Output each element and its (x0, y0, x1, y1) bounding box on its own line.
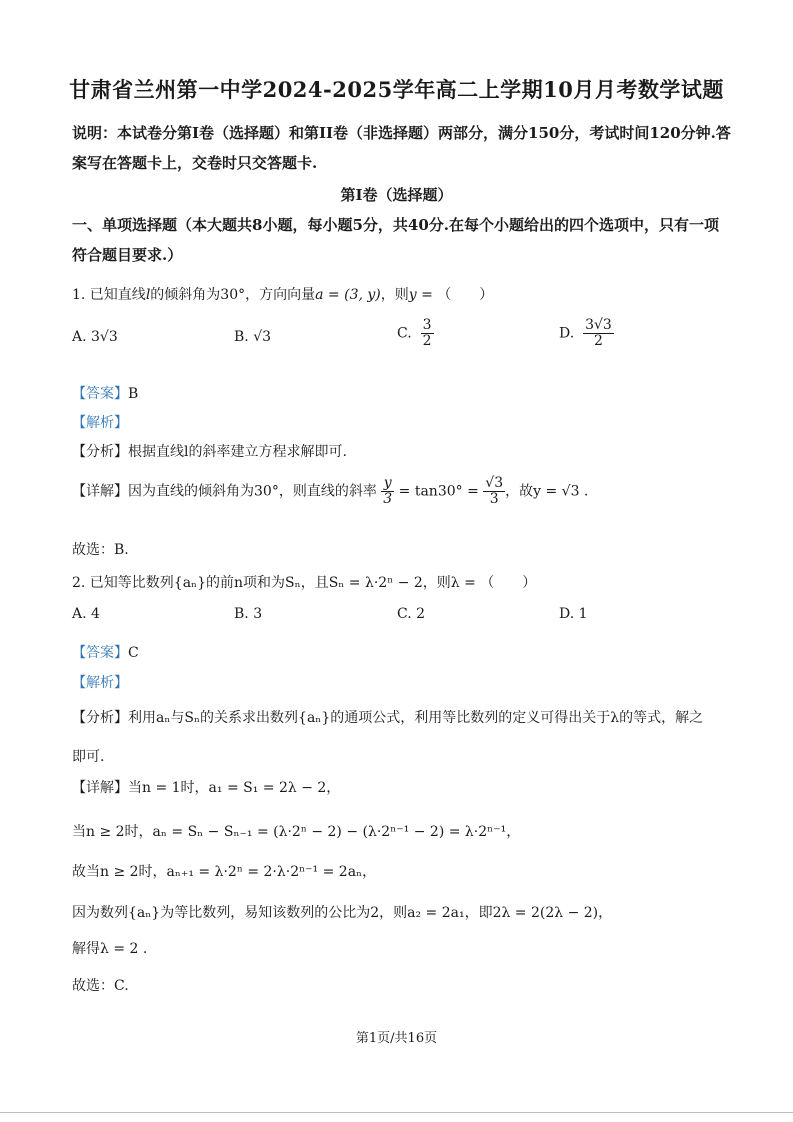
fraction: $\frac{3√3}{2}$ (585, 317, 612, 349)
question-1-fenxi: 【分析】根据直线l的斜率建立方程求解即可. (72, 444, 347, 460)
fraction: $\frac{√3}{3}$ (485, 475, 504, 507)
divider (0, 1112, 793, 1113)
question-1-option-d: D. $\frac{3√3}{2}$ (559, 317, 612, 349)
question-2-step-3: 故当n ≥ 2时，aₙ₊₁ = λ·2ⁿ = 2·λ·2ⁿ⁻¹ = 2aₙ， (72, 864, 377, 880)
question-1-option-c: C. $\frac{3}{2}$ (397, 317, 432, 349)
question-2-fenxi-cont: 即可. (72, 749, 105, 765)
question-2-step-5: 解得λ = 2 . (72, 941, 148, 957)
fraction: $\frac{3}{2}$ (422, 317, 432, 349)
question-2-step-2: 当n ≥ 2时，aₙ = Sₙ − Sₙ₋₁ = (λ·2ⁿ − 2) − (λ·2ⁿ⁻¹ − 2) = λ·2ⁿ⁻¹， (72, 824, 521, 840)
page-number: 第1页/共16页 (355, 1031, 438, 1046)
question-2-answer: 【答案】C (72, 645, 139, 661)
question-1-xiangjie: 【详解】因为直线的倾斜角为30°，则直线的斜率 $\frac{y}{3}$ = tan30° = $\frac{√3}{3}$ ，故y = √3 . (72, 475, 589, 507)
page-title: 甘肃省兰州第一中学2024-2025学年高二上学期10月月考数学试题 (69, 77, 724, 102)
question-2-fenxi: 【分析】利用aₙ与Sₙ的关系求出数列{aₙ}的通项公式，利用等比数列的定义可得出关于λ的等式，解之 (72, 710, 704, 726)
question-2-option-a: A. 4 (72, 606, 100, 622)
question-2-option-b: B. 3 (234, 606, 263, 622)
question-2-conclusion: 故选：C. (72, 978, 129, 994)
question-1-option-a: A. 3√3 (72, 329, 118, 345)
question-2-option-d: D. 1 (559, 606, 588, 622)
section-heading: 第I卷（选择题） (340, 186, 453, 204)
question-2-option-c: C. 2 (397, 606, 426, 622)
question-1-option-b: B. √3 (234, 329, 272, 345)
question-2-step-4: 因为数列{aₙ}为等比数列，易知该数列的公比为2，则a₂ = 2a₁，即2λ = 2(2λ − 2)， (72, 905, 613, 921)
part-title: 一、单项选择题（本大题共8小题，每小题5分，共40分.在每个小题给出的四个选项中，只有一项符合题目要求.） (72, 216, 719, 264)
question-2-step-1: 【详解】当n = 1时，a₁ = S₁ = 2λ − 2， (72, 780, 341, 796)
fraction: $\frac{y}{3}$ (383, 475, 393, 507)
exam-instructions: 说明：本试卷分第I卷（选择题）和第II卷（非选择题）两部分，满分150分，考试时间120分钟.答案写在答题卡上，交卷时只交答题卡. (72, 124, 731, 172)
question-1-analysis-tag: 【解析】 (72, 415, 128, 431)
question-1-answer: 【答案】B (72, 386, 139, 402)
question-2-stem: 2. 已知等比数列{aₙ}的前n项和为Sₙ，且Sₙ = λ·2ⁿ − 2，则λ = （ ） (72, 575, 537, 591)
question-1-conclusion: 故选：B. (72, 542, 129, 558)
question-1-stem: 1. 已知直线l的倾斜角为30°，方向向量a = (3, y)，则y = （ ） (72, 287, 494, 303)
question-2-analysis-tag: 【解析】 (72, 675, 128, 691)
